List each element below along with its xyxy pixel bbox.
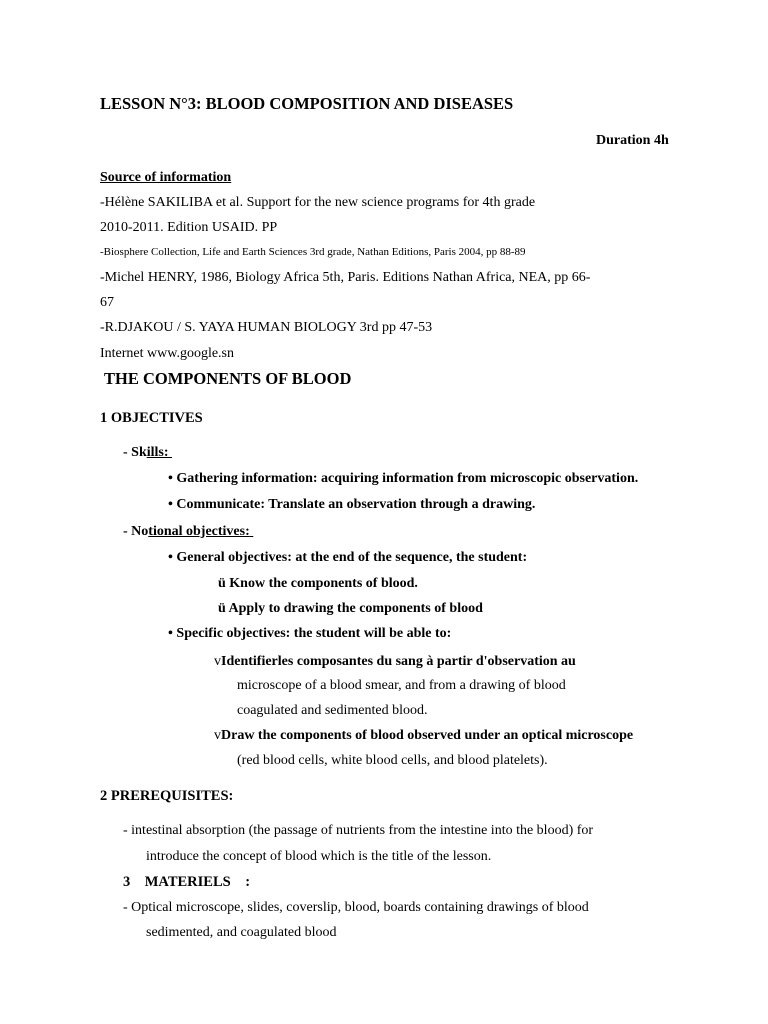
objectives-heading: 1 OBJECTIVES [100, 410, 203, 426]
skills-text: ills: [146, 445, 169, 460]
materials-line: sedimented, and coagulated blood [146, 925, 337, 940]
notional-prefix: - No [123, 524, 149, 539]
source-line: -Hélène SAKILIBA et al. Support for the new science programs for 4th grade [100, 195, 536, 210]
source-heading: Source of information [100, 170, 232, 185]
prerequisites-line: introduce the concept of blood which is the title of the lesson. [146, 849, 492, 864]
specific-objectives-heading: • Specific objectives: the student will be able to: [168, 626, 452, 641]
general-objective-item: ü Apply to drawing the components of blood [218, 601, 483, 616]
specific-objective-text: Draw the components of blood observed under an optical microscope [221, 728, 634, 743]
skill-item: • Communicate: Translate an observation through a drawing. [168, 497, 536, 512]
general-objectives-heading: • General objectives: at the end of the sequence, the student: [168, 550, 528, 565]
source-line: Internet www.google.sn [100, 346, 235, 361]
prerequisites-line: - intestinal absorption (the passage of nutrients from the intestine into the blood) for [123, 823, 594, 838]
materials-heading: 3 MATERIELS : [123, 874, 251, 890]
notional-text: tional objectives: [148, 524, 250, 539]
source-line: -Michel HENRY, 1986, Biology Africa 5th, Paris. Editions Nathan Africa, NEA, pp 66- [100, 270, 591, 285]
skill-item: • Gathering information: acquiring information from microscopic observation. [168, 471, 639, 486]
section-title: THE COMPONENTS OF BLOOD [104, 369, 352, 388]
specific-objective-cont: (red blood cells, white blood cells, and blood platelets). [237, 753, 548, 768]
specific-objective-1 [214, 653, 576, 671]
materials-line: - Optical microscope, slides, coverslip, blood, boards containing drawings of blood [123, 900, 589, 915]
bullet-marker: v [214, 728, 221, 743]
specific-objective-cont: coagulated and sedimented blood. [237, 703, 428, 718]
duration: Duration 4h [596, 133, 669, 148]
notional-label [123, 523, 266, 541]
source-line: 67 [100, 295, 114, 310]
specific-objective-cont: microscope of a blood smear, and from a drawing of blood [237, 678, 566, 693]
general-objective-item: ü Know the components of blood. [218, 576, 418, 591]
specific-objective-text: Identifierles composantes du sang à partir d'observation au [221, 654, 576, 669]
source-line: -R.DJAKOU / S. YAYA HUMAN BIOLOGY 3rd pp 47-53 [100, 320, 433, 335]
specific-objective-2 [214, 727, 633, 745]
bullet-marker: v [214, 654, 221, 669]
lesson-title: LESSON N°3: BLOOD COMPOSITION AND DISEASES [100, 94, 514, 113]
prerequisites-heading: 2 PREREQUISITES: [100, 788, 234, 804]
source-line: -Biosphere Collection, Life and Earth Sciences 3rd grade, Nathan Editions, Paris 2004, pp 88-89 [100, 246, 526, 258]
source-line: 2010-2011. Edition USAID. PP [100, 220, 278, 235]
skills-prefix: - Sk [123, 445, 147, 460]
skills-label [123, 444, 229, 462]
